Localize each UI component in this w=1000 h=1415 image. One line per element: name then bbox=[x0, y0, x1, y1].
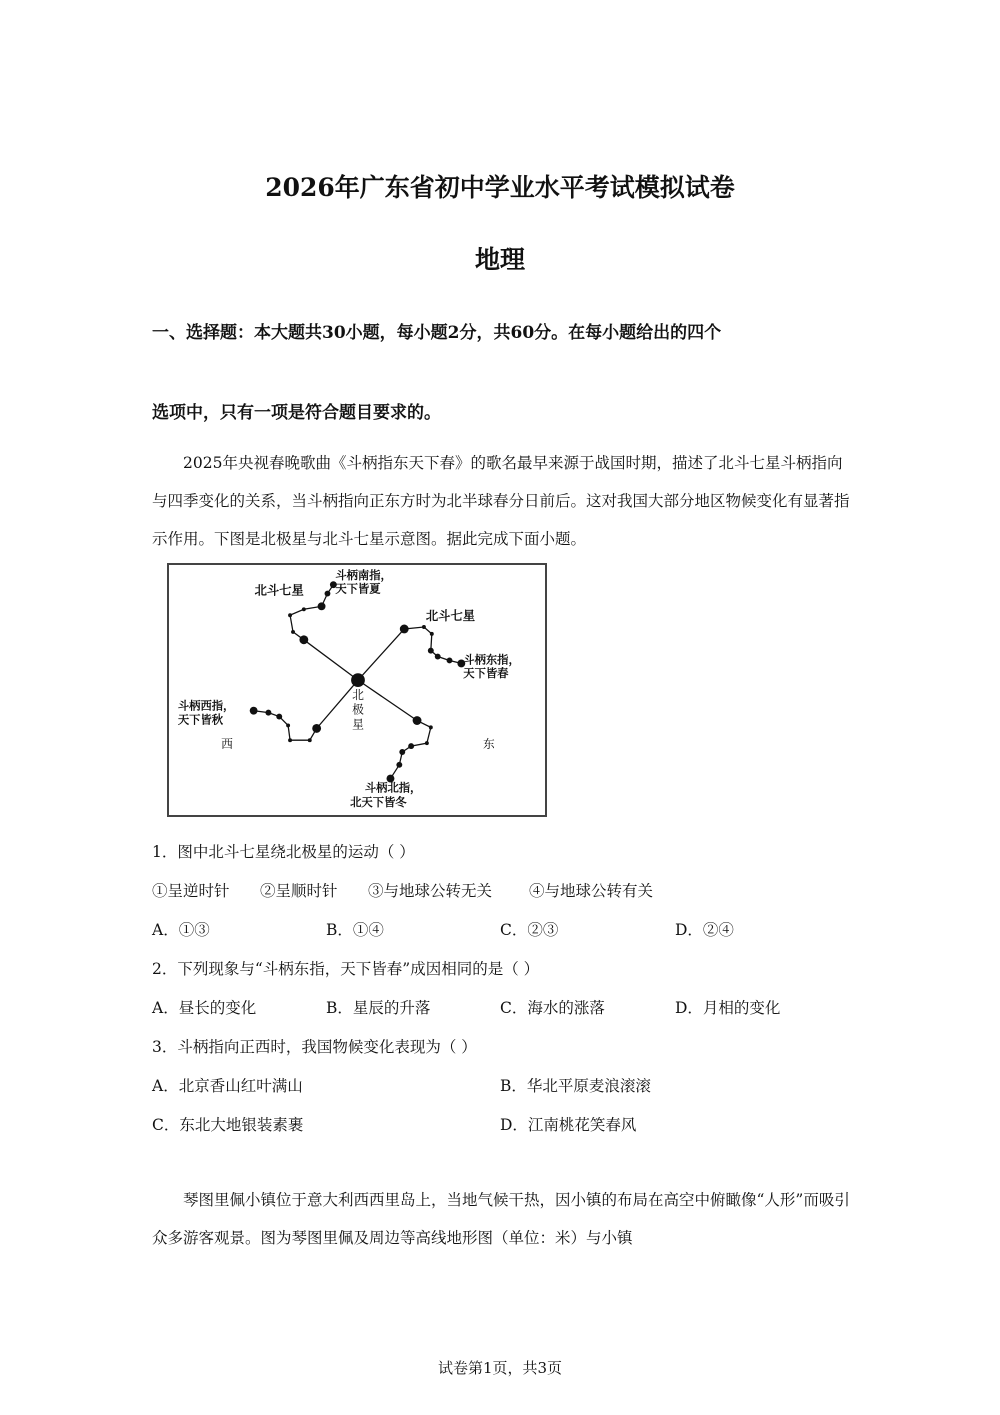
passage-big-dipper: 2025年央视春晚歌曲《斗柄指东天下春》的歌名最早来源于战国时期，描述了北斗七星斗柄指向与四季变化的关系，当斗柄指向正东方时为北半球春分日前后。这对我国大部分地区物候变化有显著指示作用。下图是北极星与北斗七星示意图。据此完成下面小题。 bbox=[152, 454, 850, 548]
q1-statement-3: ③与地球公转无关 bbox=[368, 882, 493, 900]
label-south-line1: 斗柄南指， bbox=[335, 567, 392, 582]
polaris-star bbox=[351, 673, 365, 687]
label-north-line1: 斗柄北指， bbox=[364, 780, 422, 795]
label-west-line2: 天下皆秋 bbox=[177, 712, 224, 727]
q3-option-d[interactable]: D．江南桃花笑春风 bbox=[500, 1116, 637, 1134]
q3-option-b[interactable]: B．华北平原麦浪滚滚 bbox=[500, 1077, 651, 1095]
label-west-line1: 斗柄西指， bbox=[177, 698, 235, 713]
label-direction-east: 东 bbox=[482, 737, 495, 752]
label-polaris-3: 星 bbox=[352, 717, 364, 732]
q1-statement-2: ②呈顺时针 bbox=[260, 882, 338, 900]
q2-option-b[interactable]: B．星辰的升落 bbox=[326, 999, 431, 1017]
q1-option-a[interactable]: A．①③ bbox=[152, 921, 210, 939]
q1-option-b[interactable]: B．①④ bbox=[326, 921, 384, 939]
q2-option-c[interactable]: C．海水的涨落 bbox=[500, 999, 605, 1017]
q1-option-c[interactable]: C．②③ bbox=[500, 921, 559, 939]
section-heading-line1: 一、选择题：本大题共30小题，每小题2分，共60分。在每小题给出的四个 bbox=[152, 323, 722, 343]
q3-option-a[interactable]: A．北京香山红叶满山 bbox=[152, 1077, 303, 1095]
label-polaris-1: 北 bbox=[352, 687, 364, 702]
q2-option-d[interactable]: D．月相的变化 bbox=[675, 999, 781, 1017]
question-1-stem: 1．图中北斗七星绕北极星的运动（ ） bbox=[152, 843, 415, 861]
label-big-dipper-left: 北斗七星 bbox=[254, 582, 304, 598]
label-direction-west: 西 bbox=[221, 737, 233, 752]
label-big-dipper-right: 北斗七星 bbox=[425, 608, 476, 624]
q2-option-a[interactable]: A．昼长的变化 bbox=[152, 999, 257, 1017]
q1-statement-4: ④与地球公转有关 bbox=[529, 882, 654, 900]
section-heading-line2: 选项中，只有一项是符合题目要求的。 bbox=[152, 403, 441, 423]
label-north-line2: 北天下皆冬 bbox=[350, 795, 407, 810]
exam-title: 2026年广东省初中学业水平考试模拟试卷 bbox=[265, 173, 735, 202]
label-polaris-2: 极 bbox=[352, 702, 364, 717]
subject-title: 地理 bbox=[474, 245, 525, 274]
polaris-big-dipper-figure bbox=[167, 563, 547, 817]
label-east-line1: 斗柄东指， bbox=[463, 652, 520, 667]
page-footer: 试卷第1页，共3页 bbox=[437, 1359, 563, 1377]
q1-option-d[interactable]: D．②④ bbox=[675, 921, 734, 939]
question-2-stem: 2．下列现象与“斗柄东指，天下皆春”成因相同的是（ ） bbox=[152, 960, 540, 978]
passage-centuripe: 琴图里佩小镇位于意大利西西里岛上，当地气候干热，因小镇的布局在高空中俯瞰像“人形”而吸引众多游客观景。图为琴图里佩及周边等高线地形图（单位：米）与小镇 bbox=[152, 1191, 850, 1247]
q3-option-c[interactable]: C．东北大地银装素裹 bbox=[152, 1116, 304, 1134]
q1-statement-1: ①呈逆时针 bbox=[152, 882, 230, 900]
label-south-line2: 天下皆夏 bbox=[335, 581, 381, 596]
question-3-stem: 3．斗柄指向正西时，我国物候变化表现为（ ） bbox=[152, 1038, 477, 1056]
label-east-line2: 天下皆春 bbox=[463, 666, 509, 681]
